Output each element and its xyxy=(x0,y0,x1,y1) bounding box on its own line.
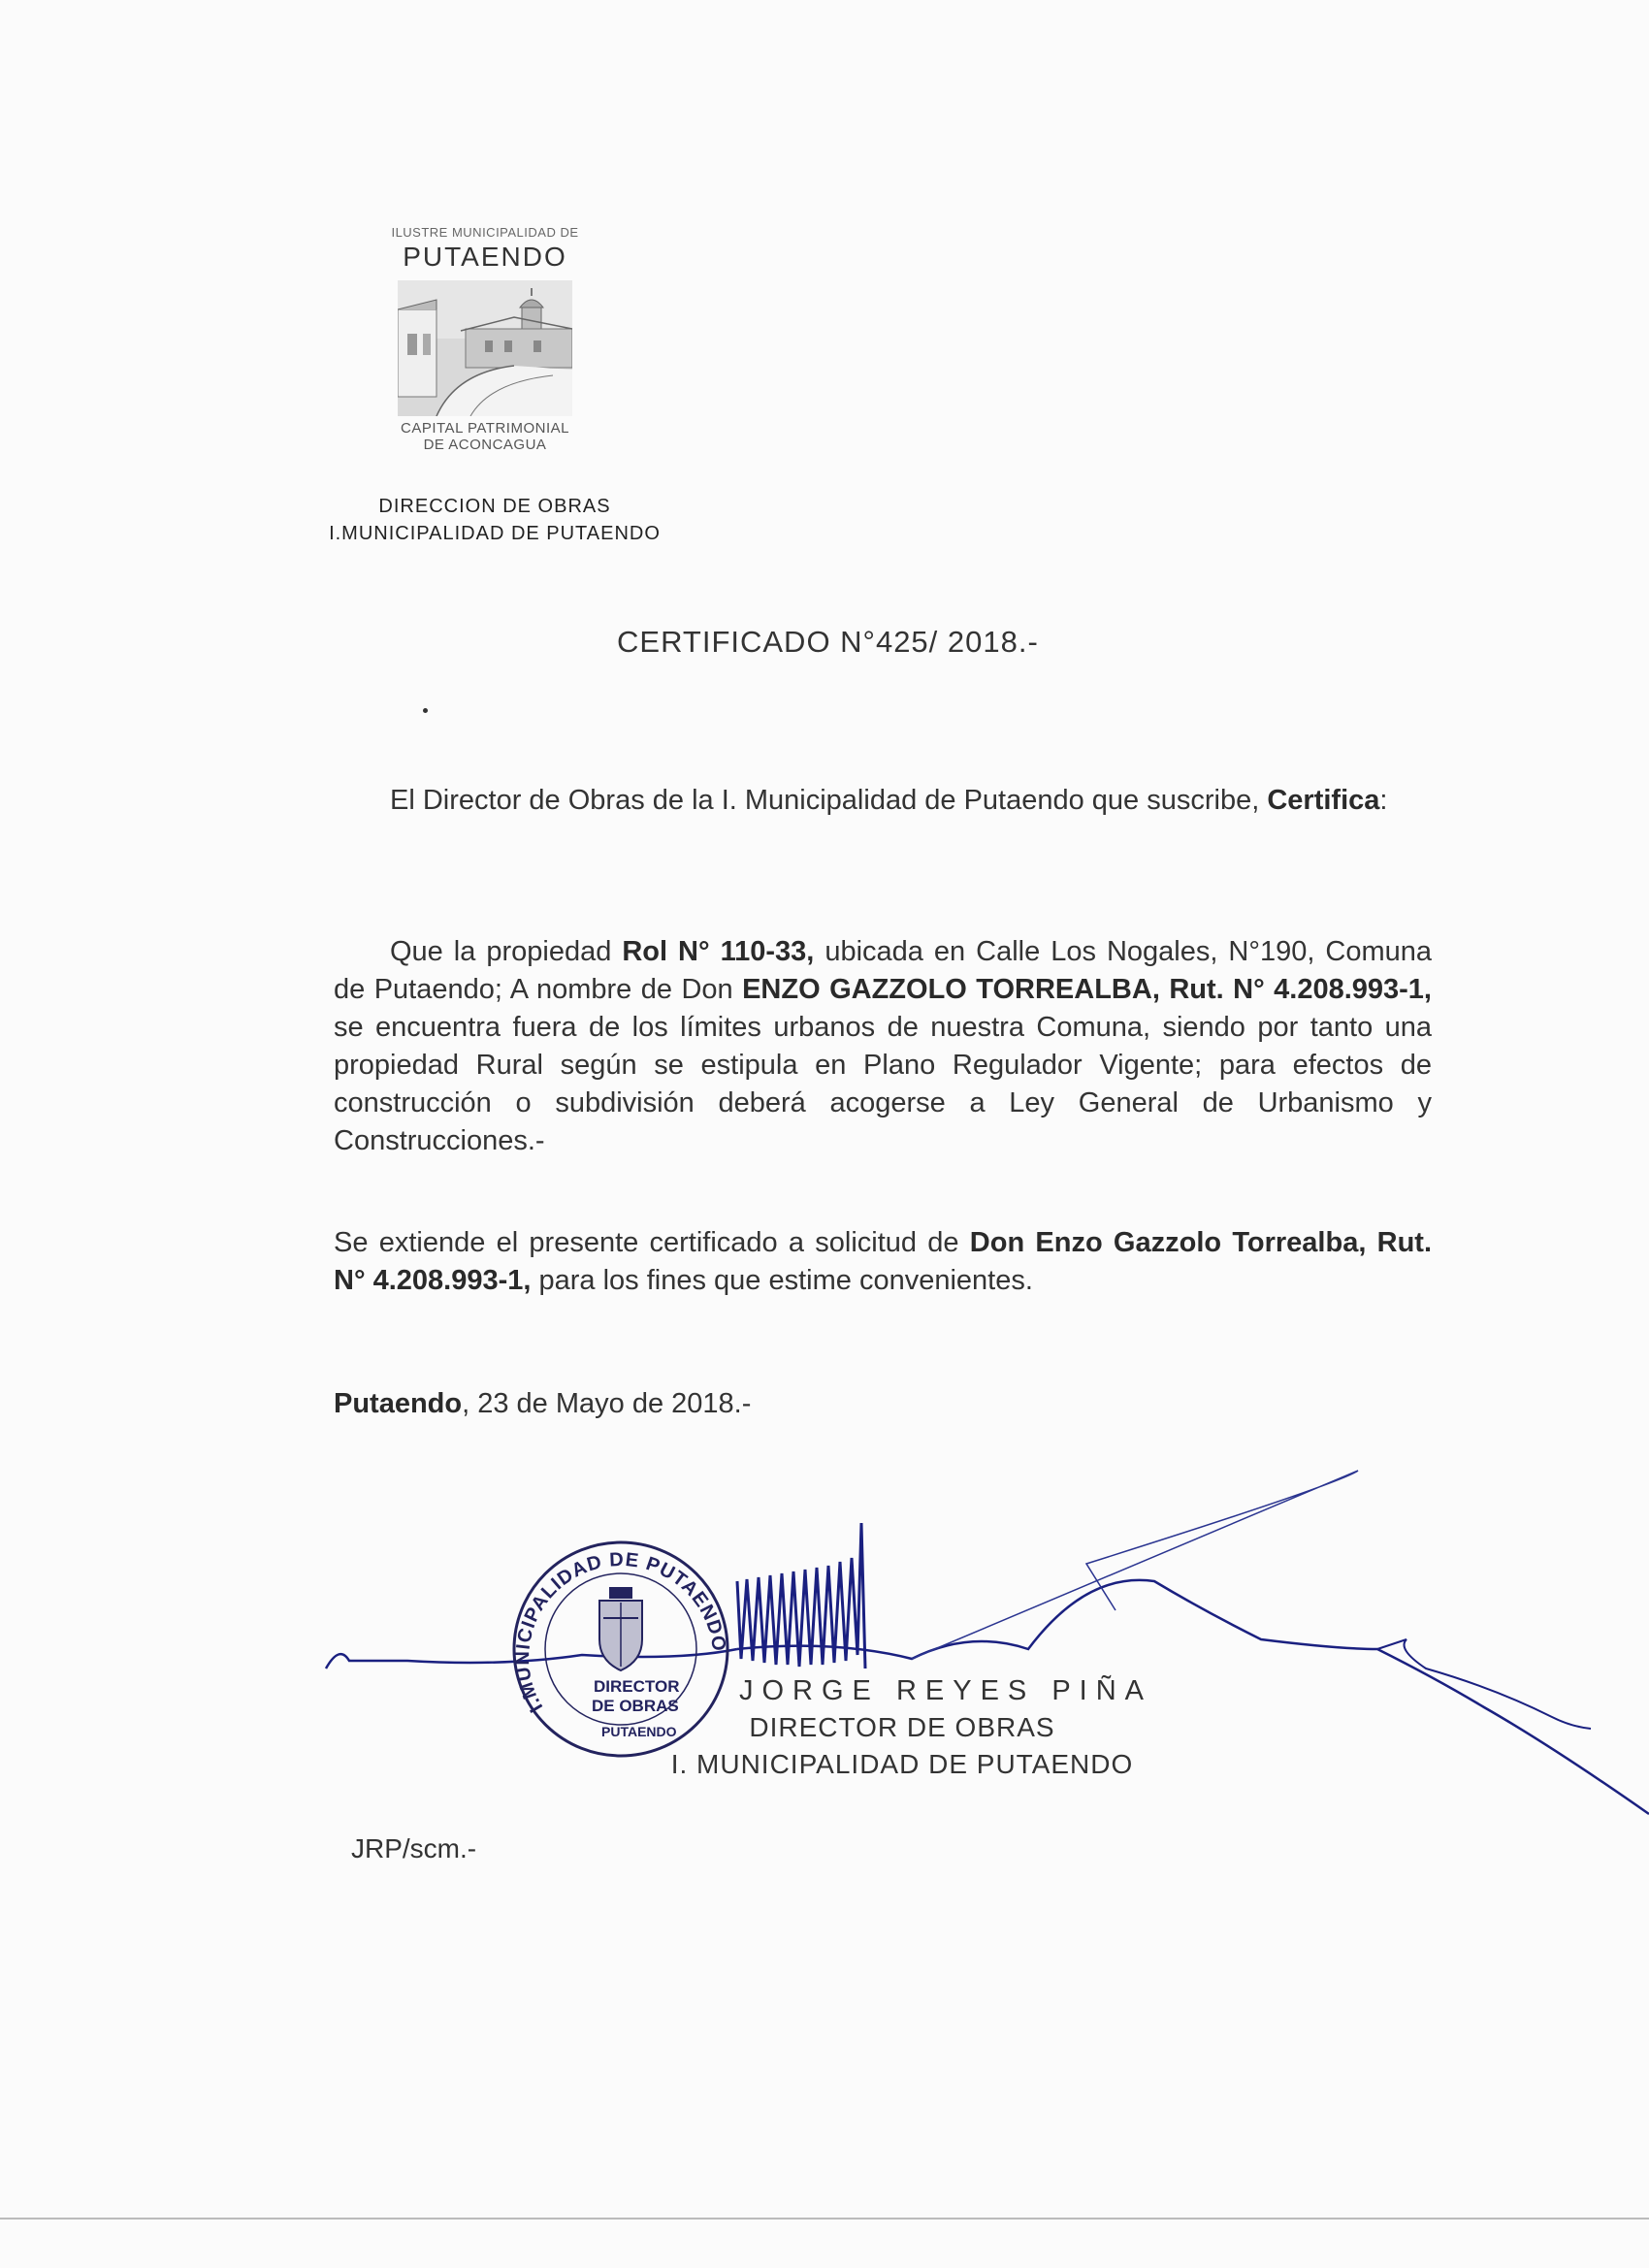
request-text-1: Se extiende el presente certificado a solicitud de xyxy=(334,1227,970,1258)
stamp-center-line2: DE OBRAS xyxy=(592,1697,679,1715)
department-line1: DIRECCION DE OBRAS xyxy=(378,496,611,517)
typist-initials: JRP/scm.- xyxy=(351,1833,477,1863)
certificate-title: CERTIFICADO N°425/ 2018.- xyxy=(617,625,1039,659)
logo-caption-line2: DE ACONCAGUA xyxy=(423,437,547,453)
property-text-1: Que la propiedad xyxy=(390,936,623,967)
stamp-center-line1: DIRECTOR xyxy=(594,1677,680,1696)
requester-name-rut: Don Enzo Gazzolo Torrealba, Rut. N° 4.208.993-1, xyxy=(334,1227,1433,1296)
signer-name: JORGE REYES PIÑA xyxy=(738,1675,1152,1706)
stamp-ring-text: I.MUNICIPALIDAD DE PUTAENDO xyxy=(512,1548,730,1716)
page-bottom-rule xyxy=(0,2218,1649,2219)
signer-role: DIRECTOR DE OBRAS xyxy=(749,1712,1055,1742)
stamp-bottom-text: PUTAENDO xyxy=(601,1724,677,1739)
signer-block xyxy=(621,1672,1183,1783)
request-text-2: para los fines que estime convenientes. xyxy=(531,1265,1033,1296)
intro-text: El Director de Obras de la I. Municipalidad de Putaendo que suscribe, xyxy=(390,785,1260,816)
intro-colon: : xyxy=(1379,785,1388,816)
property-text-2: ubicada en Calle Los Nogales, N°190, Comuna de Putaendo; A nombre de Don xyxy=(334,936,1433,1005)
date-place: Putaendo xyxy=(334,1388,463,1419)
property-text-3: se encuentra fuera de los límites urbanos de nuestra Comuna, siendo por tanto una propiedad Rural según se estipula en Plano Regulador Vigente; para efectos de construcción o subdivisión deberá acogerse a Ley General de Urbanismo y Construcciones.- xyxy=(334,1012,1432,1156)
certifica-word: Certifica xyxy=(1267,785,1380,816)
property-rol: Rol N° 110-33, xyxy=(622,936,815,967)
logo-pre-text: ILUSTRE MUNICIPALIDAD DE xyxy=(391,225,579,240)
department-line2: I.MUNICIPALIDAD DE PUTAENDO xyxy=(329,523,661,544)
signer-institution: I. MUNICIPALIDAD DE PUTAENDO xyxy=(670,1749,1134,1779)
owner-name-rut: ENZO GAZZOLO TORREALBA, Rut. N° 4.208.993-1, xyxy=(742,974,1432,1005)
logo-caption-line1: CAPITAL PATRIMONIAL xyxy=(401,420,569,437)
logo-name: PUTAENDO xyxy=(403,242,567,272)
date-text: , 23 de Mayo de 2018.- xyxy=(462,1388,752,1419)
